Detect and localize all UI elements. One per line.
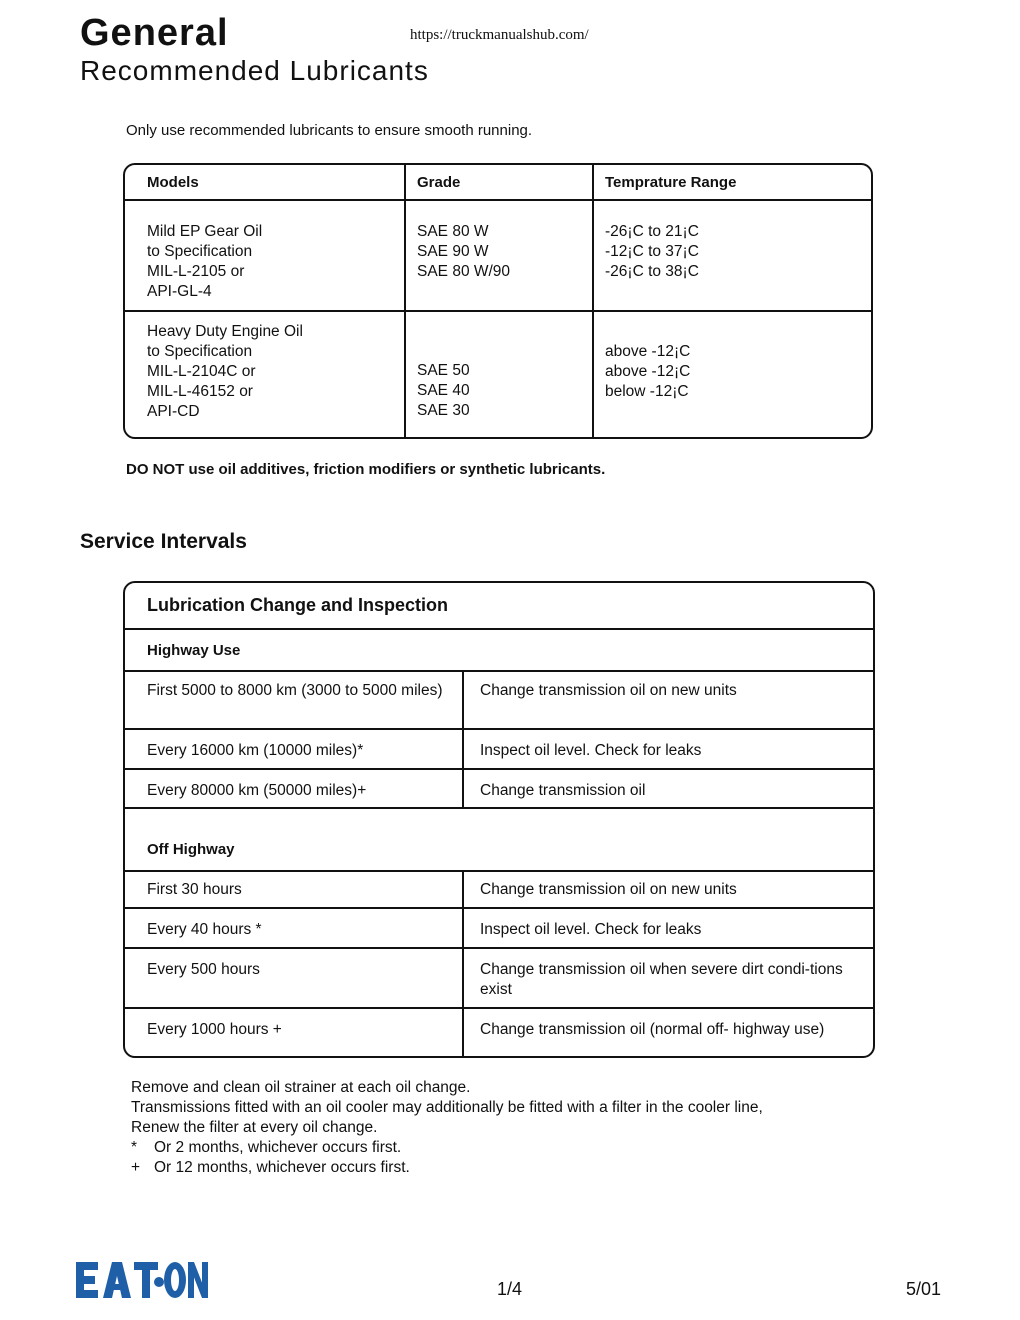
row-divider — [125, 947, 873, 949]
table-title: Lubrication Change and Inspection — [147, 595, 449, 615]
engine-oil-temp: above -12¡C above -12¡C below -12¡C — [605, 343, 691, 400]
footnote — [131, 1138, 763, 1158]
row-divider — [125, 670, 873, 672]
gear-oil-temp: -26¡C to 21¡C -12¡C to 37¡C -26¡C to 38¡C — [605, 223, 699, 280]
highway-action-3: Change transmission oil — [480, 782, 646, 799]
column-divider — [462, 670, 464, 807]
column-divider — [404, 165, 406, 437]
row-divider — [125, 870, 873, 872]
revision-date: 5/01 — [906, 1279, 942, 1299]
highway-label: Highway Use — [147, 642, 241, 659]
off-highway-interval-2: Every 40 hours * — [147, 921, 262, 938]
footnote — [131, 1158, 763, 1178]
off-highway-interval-4: Every 1000 hours + — [147, 1021, 282, 1038]
eaton-logo — [76, 1260, 208, 1305]
intro-text: Only use recommended lubricants to ensure smooth running. — [126, 122, 533, 139]
footnote-symbol: + — [131, 1159, 141, 1176]
engine-oil-models: Heavy Duty Engine Oil to Specification MIL-L-2104C or MIL-L-46152 or API-CD — [147, 323, 303, 420]
off-highway-interval-1: First 30 hours — [147, 881, 242, 898]
row-divider — [125, 768, 873, 770]
lubricants-table — [123, 163, 873, 439]
note-line: Renew the filter at every oil change. — [131, 1119, 378, 1136]
highway-interval-1: First 5000 to 8000 km (3000 to 5000 miles) — [147, 682, 443, 699]
row-divider — [125, 199, 871, 201]
service-intervals-table — [123, 581, 875, 1058]
row-divider — [125, 807, 873, 809]
footnote-text: Or 2 months, whichever occurs first. — [154, 1139, 402, 1156]
gear-oil-models: Mild EP Gear Oil to Specification MIL-L-2105 or API-GL-4 — [147, 223, 263, 300]
column-divider — [462, 870, 464, 1056]
column-divider — [592, 165, 594, 437]
header-models: Models — [147, 174, 199, 191]
row-divider — [125, 310, 871, 312]
page-subtitle: Recommended Lubricants — [80, 55, 429, 86]
notes — [131, 1078, 763, 1178]
off-highway-interval-3: Every 500 hours — [147, 961, 260, 978]
row-divider — [125, 728, 873, 730]
page-title: General — [80, 12, 229, 54]
footnote-symbol: * — [131, 1139, 138, 1156]
footnote-text: Or 12 months, whichever occurs first. — [154, 1159, 410, 1176]
highway-interval-2: Every 16000 km (10000 miles)* — [147, 742, 364, 759]
warning-text: DO NOT use oil additives, friction modifiers or synthetic lubricants. — [126, 461, 606, 478]
header-temp-range: Temprature Range — [605, 174, 737, 191]
off-highway-action-3: Change transmission oil when severe dirt condi-tions exist — [480, 961, 843, 998]
source-url[interactable]: https://truckmanualshub.com/ — [410, 27, 589, 43]
off-highway-action-1: Change transmission oil on new units — [480, 881, 737, 898]
gear-oil-grade: SAE 80 W SAE 90 W SAE 80 W/90 — [417, 223, 511, 280]
off-highway-action-2: Inspect oil level. Check for leaks — [480, 921, 702, 938]
row-divider — [125, 907, 873, 909]
header-grade: Grade — [417, 174, 461, 191]
section-heading: Service Intervals — [80, 530, 247, 553]
highway-interval-3: Every 80000 km (50000 miles)+ — [147, 782, 367, 799]
highway-action-1: Change transmission oil on new units — [480, 682, 737, 699]
row-divider — [125, 1007, 873, 1009]
eaton-logo-icon — [76, 1260, 208, 1300]
note-line: Transmissions fitted with an oil cooler may additionally be fitted with a filter in the cooler line, — [131, 1099, 763, 1116]
off-highway-action-4: Change transmission oil (normal off- highway use) — [480, 1021, 825, 1038]
page-number: 1/4 — [497, 1279, 523, 1299]
engine-oil-grade: SAE 50 SAE 40 SAE 30 — [417, 362, 470, 419]
off-highway-label: Off Highway — [147, 841, 235, 858]
row-divider — [125, 628, 873, 630]
note-line: Remove and clean oil strainer at each oil change. — [131, 1079, 471, 1096]
highway-action-2: Inspect oil level. Check for leaks — [480, 742, 702, 759]
